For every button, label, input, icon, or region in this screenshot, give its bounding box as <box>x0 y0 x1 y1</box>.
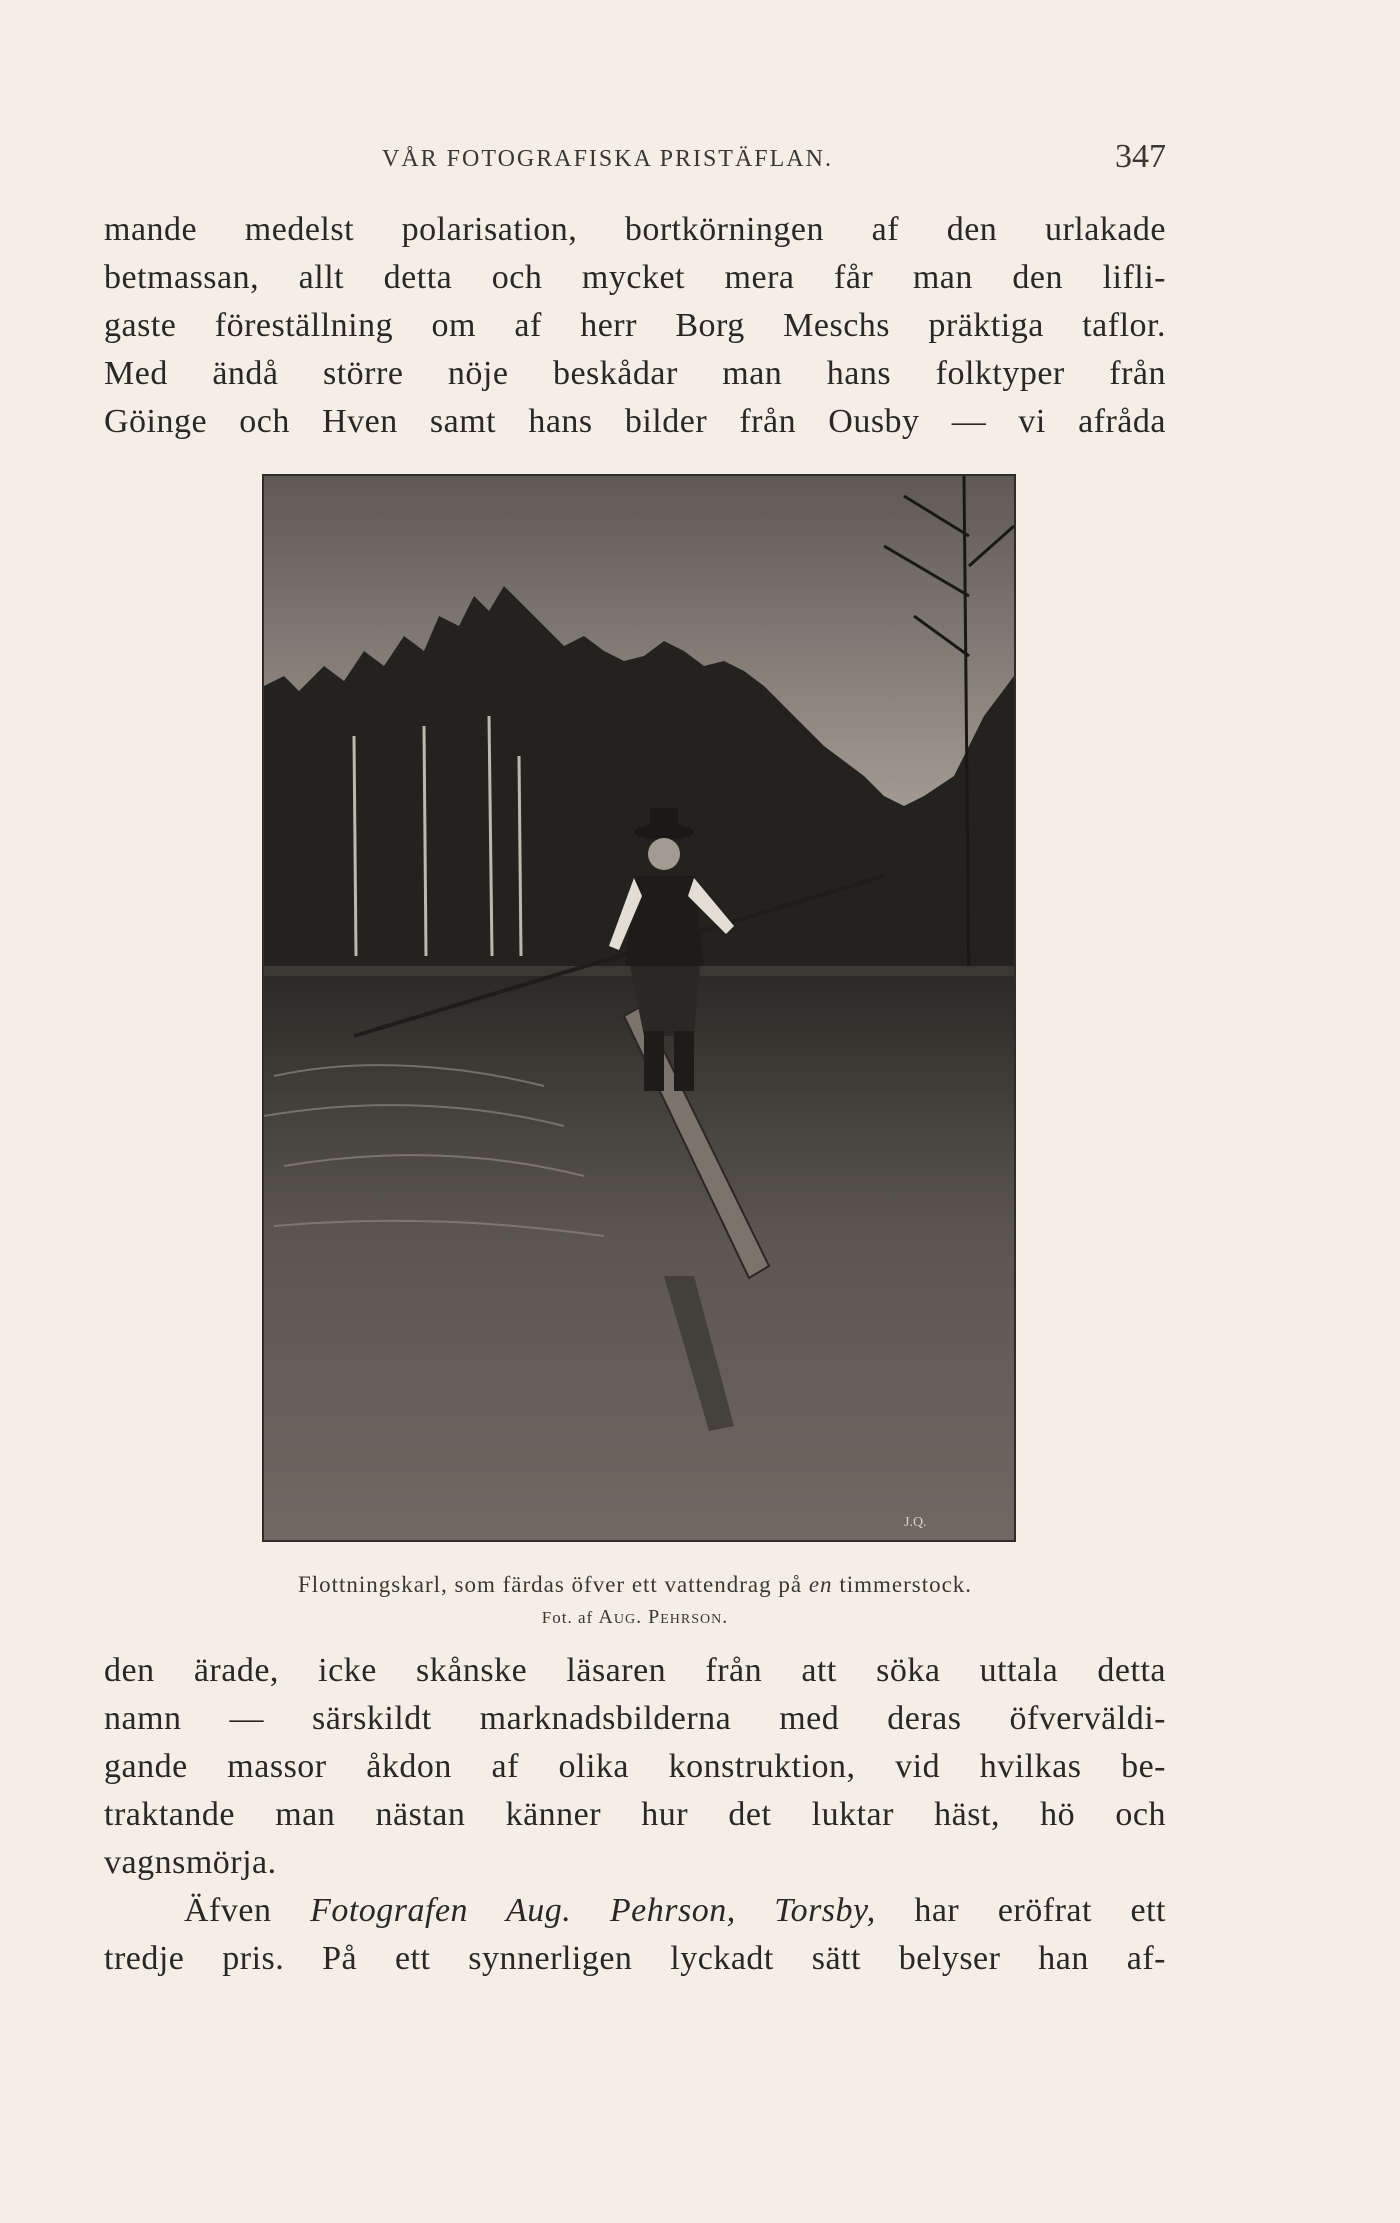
water <box>264 976 1014 1540</box>
photo-credit <box>104 1606 1166 1629</box>
text-line: traktande man nästan känner hur det luktar häst, hö och <box>104 1796 1166 1833</box>
running-head <box>104 138 1166 182</box>
text-line: betmassan, allt detta och mycket mera får man den lifli- <box>104 259 1166 296</box>
text-part: har eröfrat ett <box>875 1892 1166 1929</box>
page-number: 347 <box>1115 138 1166 175</box>
figure-caption <box>104 1572 1166 1629</box>
credit-name: Aug. Pehrson. <box>598 1606 729 1628</box>
photograph-plate <box>262 474 1016 1542</box>
text-line: den ärade, icke skånske läsaren från att söka uttala detta <box>104 1652 1166 1689</box>
text-line: tredje pris. På ett synnerligen lyckadt sätt belyser han af- <box>104 1940 1166 1977</box>
text-line: Med ändå större nöje beskådar man hans folktyper från <box>104 355 1166 392</box>
credit-prefix: Fot. af <box>541 1608 599 1627</box>
photo-signature: J.Q. <box>904 1515 927 1530</box>
text-line: namn — särskildt marknadsbilderna med deras öfverväldi- <box>104 1700 1166 1737</box>
caption-italic: en <box>808 1572 833 1597</box>
running-title: VÅR FOTOGRAFISKA PRISTÄFLAN. <box>382 146 833 172</box>
text-line: mande medelst polarisation, bortkörningen af den urlakade <box>104 211 1166 248</box>
top-paragraph <box>104 206 1166 446</box>
caption-part: timmerstock. <box>832 1572 973 1597</box>
text-line: gande massor åkdon af olika konstruktion, vid hvilkas be- <box>104 1748 1166 1785</box>
text-line: gaste föreställning om af herr Borg Meschs präktiga taflor. <box>104 307 1166 344</box>
caption-part: Flottningskarl, som färdas öfver ett vattendrag på <box>297 1572 809 1597</box>
text-part: Äfven <box>184 1892 311 1929</box>
photograph-log-driver <box>264 476 1014 1540</box>
text-line: vagnsmörja. <box>104 1844 277 1881</box>
bottom-paragraph <box>104 1647 1166 1983</box>
text-line: Göinge och Hven samt hans bilder från Ousby — vi afråda <box>104 403 1166 440</box>
caption-text <box>104 1572 1166 1598</box>
italic-text: Fotografen Aug. Pehrson, Torsby, <box>310 1892 876 1929</box>
text-line <box>104 1887 1166 1935</box>
